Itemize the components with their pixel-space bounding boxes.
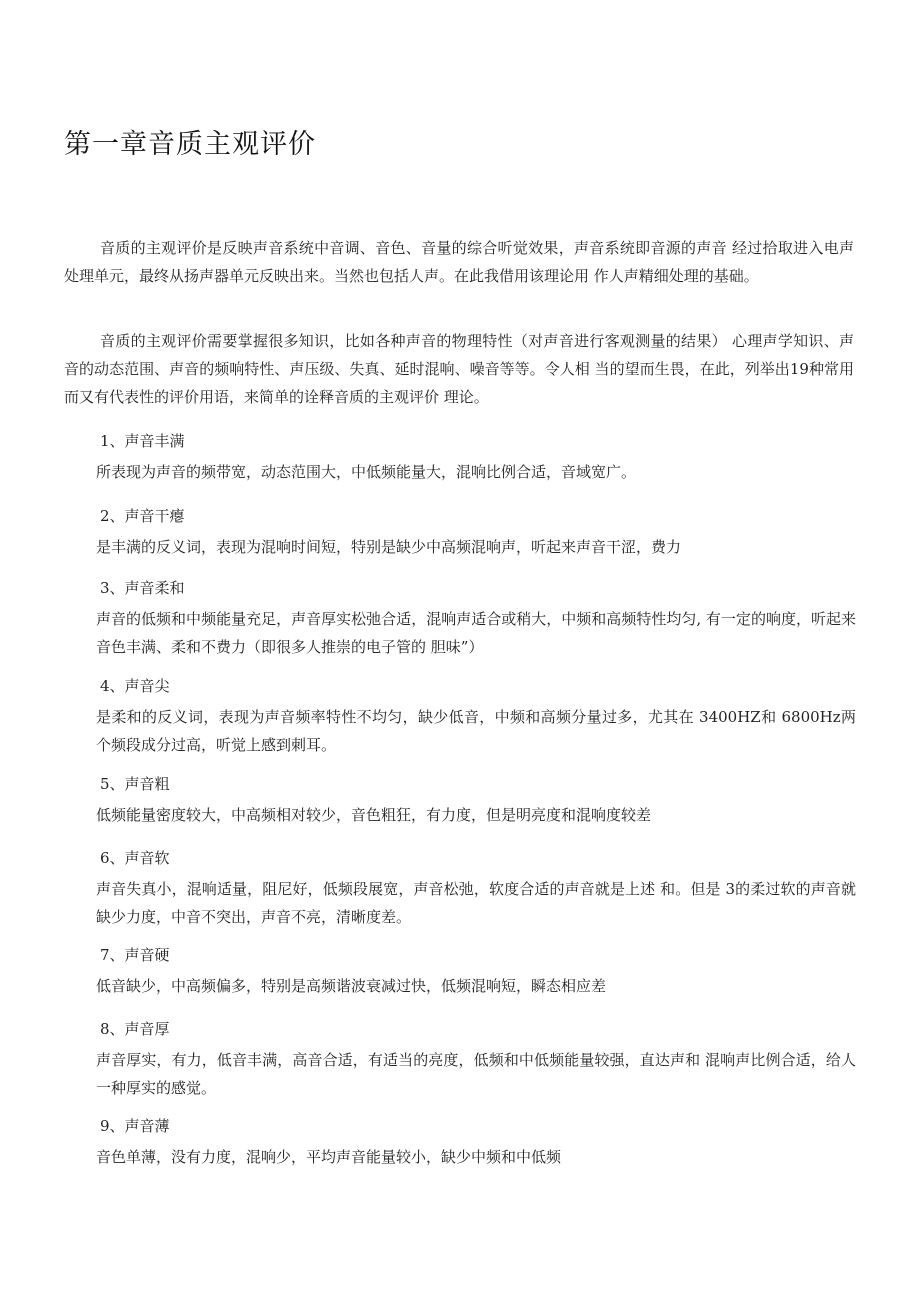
term-description: 是丰满的反义词，表现为混响时间短，特别是缺少中高频混响声，听起来声音干涩，费力 [96, 538, 682, 556]
term-heading: 1、声音丰满 [100, 432, 185, 450]
term-description: 低频能量密度较大，中高频相对较少，音色粗狂，有力度，但是明亮度和混响度较差 [96, 806, 652, 824]
term-description: 声音厚实，有力，低音丰满，高音合适，有适当的亮度，低频和中低频能量较强，直达声和 混响声比例合适，给人一种厚实的感觉。 [96, 1051, 856, 1097]
term-item-6 [96, 845, 856, 931]
term-description: 声音失真小，混响适量，阻尼好，低频段展宽，声音松弛，软度合适的声音就是上述 和。但是 3的柔过软的声音就缺少力度，中音不突出，声音不亮，清晰度差。 [96, 880, 856, 926]
chapter-title: 第一章音质主观评价 [64, 129, 316, 160]
term-item-9 [96, 1113, 856, 1171]
term-description: 是柔和的反义词，表现为声音频率特性不均匀，缺少低音，中频和高频分量过多，尤其在 3400HZ和 6800Hz两个频段成分过高，听觉上感到刺耳。 [96, 708, 856, 754]
term-item-5 [96, 771, 856, 829]
term-item-8 [96, 1016, 856, 1102]
term-item-4 [96, 673, 856, 759]
term-description: 声音的低频和中频能量充足，声音厚实松弛合适，混响声适合或稍大，中频和高频特性均匀, 有一定的响度，听起来音色丰满、柔和不费力（即很多人推崇的电子管的 胆味”） [96, 610, 856, 656]
term-item-1 [96, 428, 856, 486]
term-item-2 [96, 503, 856, 561]
term-heading: 7、声音硬 [100, 946, 170, 964]
term-heading: 5、声音粗 [100, 775, 170, 793]
term-heading: 8、声音厚 [100, 1020, 170, 1038]
term-description: 所表现为声音的频带宽，动态范围大，中低频能量大，混响比例合适，音域宽广。 [96, 463, 637, 481]
term-item-7 [96, 942, 856, 1000]
term-heading: 2、声音干瘪 [100, 507, 185, 525]
term-description: 音色单薄，没有力度，混响少，平均声音能量较小，缺少中频和中低频 [96, 1148, 562, 1166]
intro-paragraph-2: 音质的主观评价需要掌握很多知识，比如各种声音的物理特性（对声音进行客观测量的结果） 心理声学知识、声音的动态范围、声音的频响特性、声压级、失真、延时混响、噪音等等。令人相 当的望而生畏，在此，列举出19种常用而又有代表性的评价用语，来简单的诠释音质的主观评价 理论。 [64, 332, 854, 406]
term-heading: 4、声音尖 [100, 677, 170, 695]
intro-paragraph-1: 音质的主观评价是反映声音系统中音调、音色、音量的综合听觉效果，声音系统即音源的声音 经过拾取进入电声处理单元，最终从扬声器单元反映出来。当然也包括人声。在此我借用该理论用 作人声精细处理的基础。 [64, 239, 854, 285]
term-heading: 9、声音薄 [100, 1117, 170, 1135]
term-item-3 [96, 575, 856, 661]
term-description: 低音缺少，中高频偏多，特别是高频谐波衰减过快，低频混响短，瞬态相应差 [96, 977, 607, 995]
term-heading: 6、声音软 [100, 849, 170, 867]
term-heading: 3、声音柔和 [100, 579, 185, 597]
